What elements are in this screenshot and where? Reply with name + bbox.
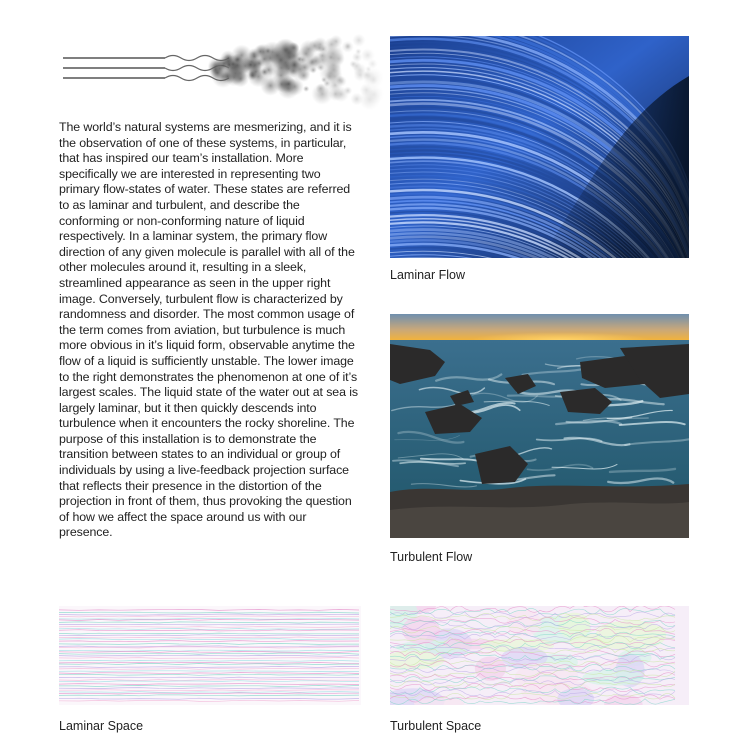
turbulent-space-pattern bbox=[390, 606, 689, 705]
turbulent-flow-caption: Turbulent Flow bbox=[390, 550, 473, 564]
laminar-space-caption: Laminar Space bbox=[59, 719, 144, 733]
waterfall-photo bbox=[390, 36, 689, 258]
flow-simulation-illustration bbox=[55, 20, 385, 115]
shoreline-photo bbox=[390, 314, 689, 538]
body-paragraph: The world’s natural systems are mesmerizing, and it is the observation of one of these systems, in particular, that has inspired our team’s installation. More specifically we are interested in representing two primary flow-states of water. These states are referred to as laminar and turbulent, and describe the conforming or non-conforming nature of liquid respectively. In a laminar system, the primary flow direction of any given molecule is parallel with all of the other molecules around it, resulting in a sleek, streamlined appearance as seen in the upper right image. Conversely, turbulent flow is characterized by randomness and disorder. The most common usage of the term comes from aviation, but turbulence is much more obvious in it’s liquid form, observable anytime the flow of a liquid is sufficiently unstable. The lower image to the right demonstrates the phenomenon at one of it’s largest scales. The liquid state of the water out at sea is largely laminar, but it then quickly descends into turbulence when it encounters the rocky shoreline. The purpose of this installation is to demonstrate the transition between states to an individual or group of individuals by using a live-feedback projection surface that reflects their presence in the distortion of the projection in front of them, thus provoking the question of how we affect the space around us with our presence. bbox=[59, 120, 358, 540]
laminar-flow-caption: Laminar Flow bbox=[390, 268, 466, 282]
turbulent-space-caption: Turbulent Space bbox=[390, 719, 482, 733]
laminar-space-pattern bbox=[59, 606, 361, 705]
